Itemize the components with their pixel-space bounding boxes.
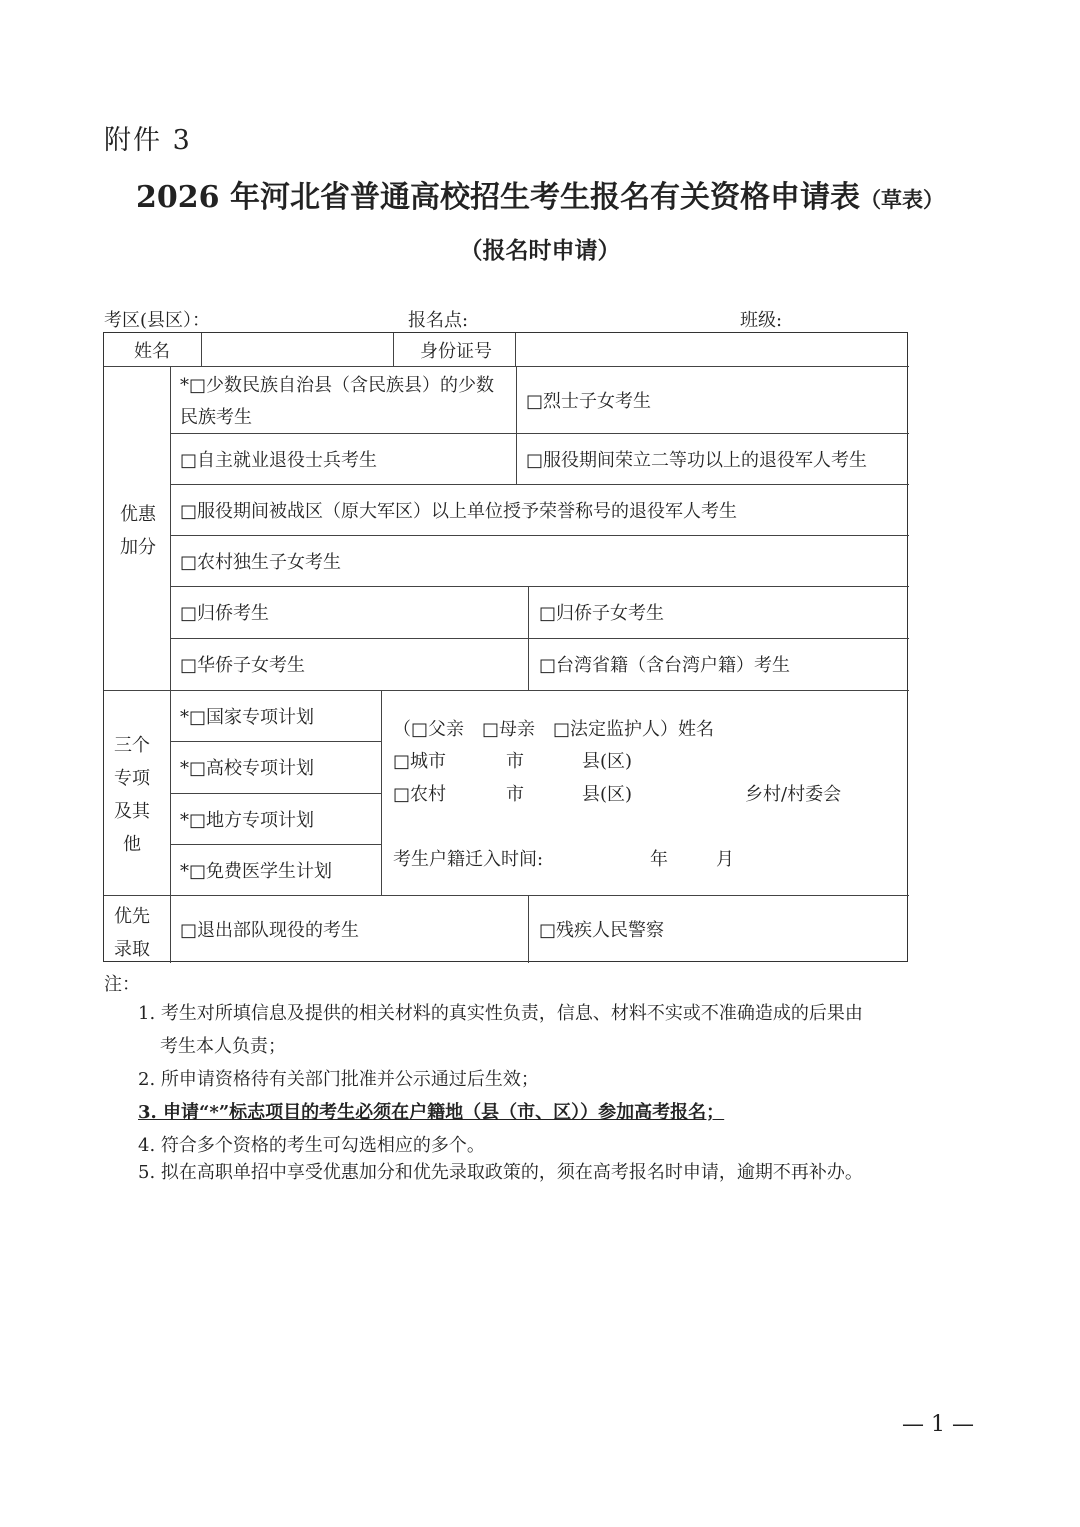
option-martyr-children[interactable]: □烈士子女考生 [526, 391, 652, 412]
hukou-month-label: 月 [716, 849, 734, 870]
city-county-label: 县(区) [582, 751, 633, 772]
special-group-label: 三个 专项 及其 他 [114, 735, 150, 855]
option-minority[interactable]: *□少数民族自治县（含民族县）的少数 [180, 375, 495, 396]
option-self-employed-veteran[interactable]: □自主就业退役士兵考生 [180, 450, 378, 471]
rural-village-label: 乡村/村委会 [745, 784, 842, 805]
note-item: 考生本人负责； [160, 1036, 286, 1057]
option-honor-title[interactable]: □服役期间被战区（原大军区）以上单位授予荣誉称号的退役军人考生 [180, 501, 738, 522]
option-minority-cont: 民族考生 [180, 407, 252, 428]
page-subtitle: （报名时申请） [459, 237, 621, 264]
note-item: 5. 拟在高职单招中享受优惠加分和优先录取政策的，须在高考报名时申请，逾期不再补办。 [138, 1162, 863, 1183]
priority-group-label: 优先 录取 [114, 906, 150, 960]
rural-city-label: 市 [506, 784, 524, 805]
title-main: 2026 年河北省普通高校招生考生报名有关资格申请表 [136, 180, 860, 215]
option-free-medical-plan[interactable]: *□免费医学生计划 [180, 861, 333, 882]
option-overseas-chinese-children[interactable]: □华侨子女考生 [180, 655, 306, 676]
note-item: 2. 所申请资格待有关部门批准并公示通过后生效； [138, 1069, 539, 1090]
district-label: 考区(县区）： [104, 310, 211, 331]
rural-checkbox[interactable]: □农村 [393, 784, 447, 805]
option-rural-only-child[interactable]: □农村独生子女考生 [180, 552, 342, 573]
city-checkbox[interactable]: □城市 [393, 751, 447, 772]
class-label: 班级: [740, 310, 783, 331]
notes-title: 注： [104, 974, 140, 995]
page-title [0, 172, 1080, 216]
title-suffix: （草表） [859, 187, 944, 212]
page-number: — 1 — [902, 1412, 974, 1437]
option-returned-overseas[interactable]: □归侨考生 [180, 603, 270, 624]
id-number-label: 身份证号 [420, 341, 492, 362]
option-taiwan[interactable]: □台湾省籍（含台湾户籍）考生 [539, 655, 791, 676]
city-city-label: 市 [506, 751, 524, 772]
name-label: 姓名 [134, 341, 170, 362]
option-university-plan[interactable]: *□高校专项计划 [180, 758, 315, 779]
hukou-year-label: 年 [650, 849, 668, 870]
option-disabled-police[interactable]: □残疾人民警察 [539, 920, 665, 941]
option-second-class-merit[interactable]: □服役期间荣立二等功以上的退役军人考生 [526, 450, 868, 471]
option-retired-soldier[interactable]: □退出部队现役的考生 [180, 920, 360, 941]
site-label: 报名点: [408, 310, 469, 331]
option-local-plan[interactable]: *□地方专项计划 [180, 810, 315, 831]
rural-county-label: 县(区) [582, 784, 633, 805]
option-national-plan[interactable]: *□国家专项计划 [180, 707, 315, 728]
note-item: 1. 考生对所填信息及提供的相关材料的真实性负责，信息、材料不实或不准确造成的后果由 [138, 1003, 863, 1024]
note-item: 4. 符合多个资格的考生可勾选相应的多个。 [138, 1135, 485, 1156]
note-item-emphasis: 3. 申请“*”标志项目的考生必须在户籍地（县（市、区））参加高考报名； [138, 1102, 725, 1123]
hukou-time-label: 考生户籍迁入时间: [393, 849, 544, 870]
guardian-name-field[interactable]: （□父亲 □母亲 □法定监护人）姓名 [393, 719, 715, 740]
bonus-group-label: 优惠 加分 [120, 504, 156, 558]
attachment-label: 附件 3 [104, 125, 192, 156]
option-returned-overseas-children[interactable]: □归侨子女考生 [539, 603, 665, 624]
